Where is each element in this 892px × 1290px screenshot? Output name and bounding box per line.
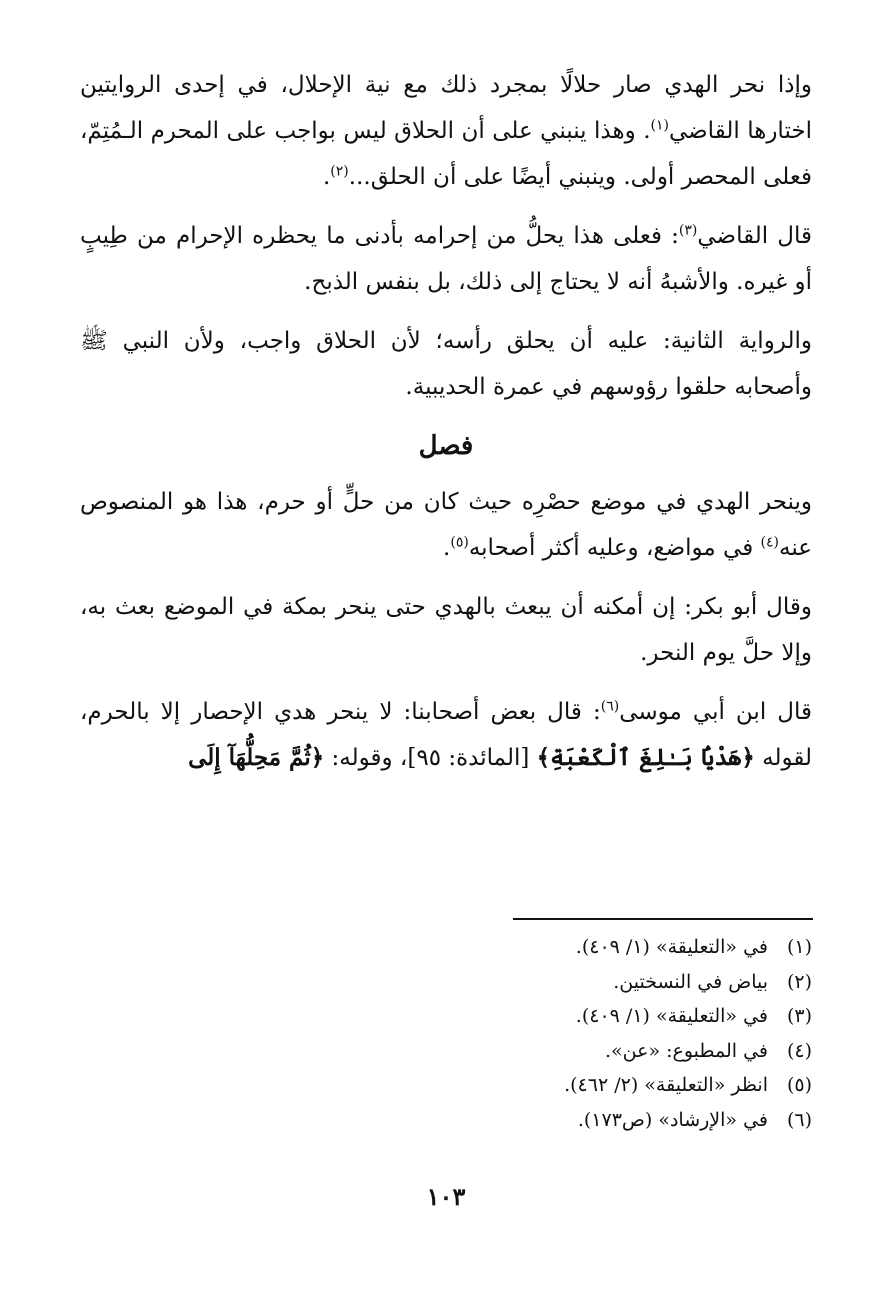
paragraph-1 — [80, 62, 812, 200]
paragraph-2 — [80, 213, 812, 305]
footnote-text: انظر «التعليقة» (٢/ ٤٦٢). — [564, 1074, 768, 1096]
paragraph-4-text-3: . — [443, 535, 451, 561]
footnote-number: (٢) — [786, 970, 812, 993]
paragraph-4-text-1: وينحر الهدي في موضع حصْرِه حيث كان من حلٍّ أو حرم، هذا هو المنصوص عنه — [80, 489, 812, 561]
footnote-6 — [80, 1103, 812, 1138]
footnote-number: (٤) — [786, 1039, 812, 1062]
footnote-number: (٦) — [786, 1108, 812, 1131]
paragraph-6-text-3: ، وقوله: — [324, 745, 408, 771]
paragraph-1-text-2: . وهذا ينبني على أن الحلاق ليس بواجب على المحرم الـمُتِمّ، فعلى المحصر أولى. وينبني أيضًا على أن الحلق... — [80, 118, 812, 190]
footnote-separator — [513, 918, 813, 920]
footnote-5 — [80, 1068, 812, 1103]
verse-reference-1: [المائدة: ٩٥] — [407, 745, 537, 771]
footnote-ref-6[interactable]: (٦) — [600, 698, 620, 715]
footnote-number: (٥) — [786, 1074, 812, 1096]
footnotes-list — [80, 930, 812, 1137]
footnote-ref-4[interactable]: (٤) — [760, 534, 779, 551]
main-text — [80, 62, 812, 794]
footnote-4 — [80, 1034, 812, 1069]
footnote-text: في «التعليقة» (١/ ٤٠٩). — [575, 1005, 768, 1027]
footnote-ref-3[interactable]: (٣) — [678, 222, 698, 239]
paragraph-1-text-3: . — [322, 164, 331, 190]
page-number: ١٠٣ — [426, 1182, 466, 1211]
quran-verse-2: ﴿ثُمَّ مَحِلُّهَآ إِلَى — [188, 744, 325, 771]
paragraph-2-text-2: : فعلى هذا يحلُّ من إحرامه بأدنى ما يحظره الإحرام من طِيبٍ أو غيره. والأشبهُ أنه لا يحتاج إلى ذلك، بل بنفس الذبح. — [80, 223, 812, 295]
section-title: فصل — [418, 431, 474, 461]
paragraph-1-text-1: وإذا نحر الهدي صار حلالًا بمجرد ذلك مع نية الإحلال، في إحدى الروايتين اختارها القاضي — [80, 72, 812, 144]
paragraph-4-text-2: في مواضع، وعليه أكثر أصحابه — [468, 535, 761, 561]
paragraph-6 — [80, 689, 812, 781]
paragraph-3 — [80, 318, 812, 410]
quran-verse-1: ﴿هَدْيَۢا بَـٰلِغَ ٱلْكَعْبَةِ﴾ — [536, 744, 755, 771]
paragraph-6-text-1: قال ابن أبي موسى — [619, 699, 813, 725]
paragraph-5-text-1: وقال أبو بكر: إن أمكنه أن يبعث بالهدي حتى ينحر بمكة في الموضع بعث به، وإلا حلَّ يوم النحر. — [80, 594, 812, 666]
footnote-text: بياض في النسختين. — [613, 970, 768, 993]
paragraph-5 — [80, 584, 812, 676]
paragraph-2-text-1: قال القاضي — [697, 223, 813, 249]
footnote-3 — [80, 999, 812, 1034]
footnote-number: (١) — [786, 936, 812, 958]
paragraph-4 — [80, 479, 812, 571]
footnote-ref-5[interactable]: (٥) — [450, 534, 469, 551]
footnote-ref-2[interactable]: (٢) — [330, 163, 349, 180]
footnote-text: في المطبوع: «عن». — [604, 1039, 768, 1062]
footnote-ref-1[interactable]: (١) — [650, 117, 669, 134]
footnote-text: في «التعليقة» (١/ ٤٠٩). — [575, 936, 768, 958]
paragraph-3-text-1: والرواية الثانية: عليه أن يحلق رأسه؛ لأن الحلاق واجب، ولأن النبي ﷺ وأصحابه حلقوا رؤوسهم في عمرة الحديبية. — [80, 328, 812, 400]
footnote-1 — [80, 930, 812, 965]
footnote-number: (٣) — [786, 1005, 812, 1027]
footnote-2 — [80, 965, 812, 1000]
paragraph-6-text-2: : قال بعض أصحابنا: لا ينحر هدي الإحصار إلا بالحرم، لقوله — [80, 699, 812, 771]
footnote-text: في «الإرشاد» (ص١٧٣). — [577, 1108, 768, 1131]
